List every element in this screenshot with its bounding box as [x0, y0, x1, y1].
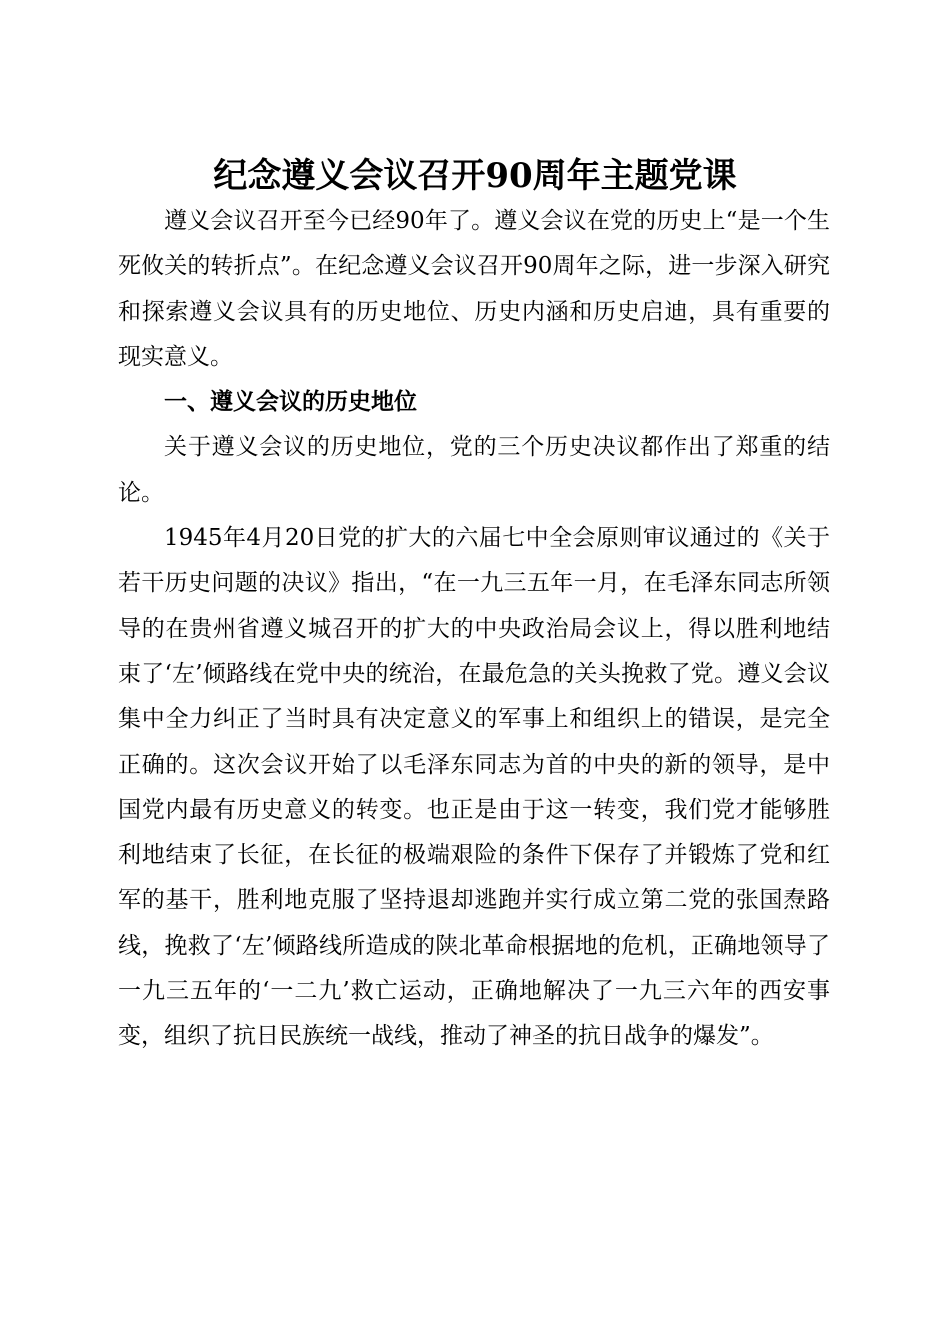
section-1-paragraph-2: 1945年4月20日党的扩大的六届七中全会原则审议通过的《关于若干历史问题的决议》指出，“在一九三五年一月，在毛泽东同志所领导的在贵州省遵义城召开的扩大的中央政治局会议上，得以胜利地结束了‘左’倾路线在党中央的统治，在最危急的关头挽救了党。遵义会议集中全力纠正了当时具有决定意义的军事上和组织上的错误，是完全正确的。这次会议开始了以毛泽东同志为首的中央的新的领导，是中国党内最有历史意义的转变。也正是由于这一转变，我们党才能够胜利地结束了长征，在长征的极端艰险的条件下保存了并锻炼了党和红军的基干，胜利地克服了坚持退却逃跑并实行成立第二党的张国焘路线，挽救了‘左’倾路线所造成的陕北革命根据地的危机，正确地领导了一九三五年的‘一二九’救亡运动，正确地解决了一九三六年的西安事变，组织了抗日民族统一战线，推动了神圣的抗日战争的爆发”。 [118, 525, 830, 1050]
intro-paragraph: 遵义会议召开至今已经90年了。遵义会议在党的历史上“是一个生死攸关的转折点”。在纪念遵义会议召开90周年之际，进一步深入研究和探索遵义会议具有的历史地位、历史内涵和历史启迪，具有重要的现实意义。 [118, 208, 830, 370]
page-title: 纪念遵义会议召开90周年主题党课 [213, 156, 737, 196]
section-1-paragraph-1: 关于遵义会议的历史地位，党的三个历史决议都作出了郑重的结论。 [118, 434, 830, 506]
section-heading-1: 一、遵义会议的历史地位 [164, 389, 417, 416]
document-body [118, 199, 830, 1060]
